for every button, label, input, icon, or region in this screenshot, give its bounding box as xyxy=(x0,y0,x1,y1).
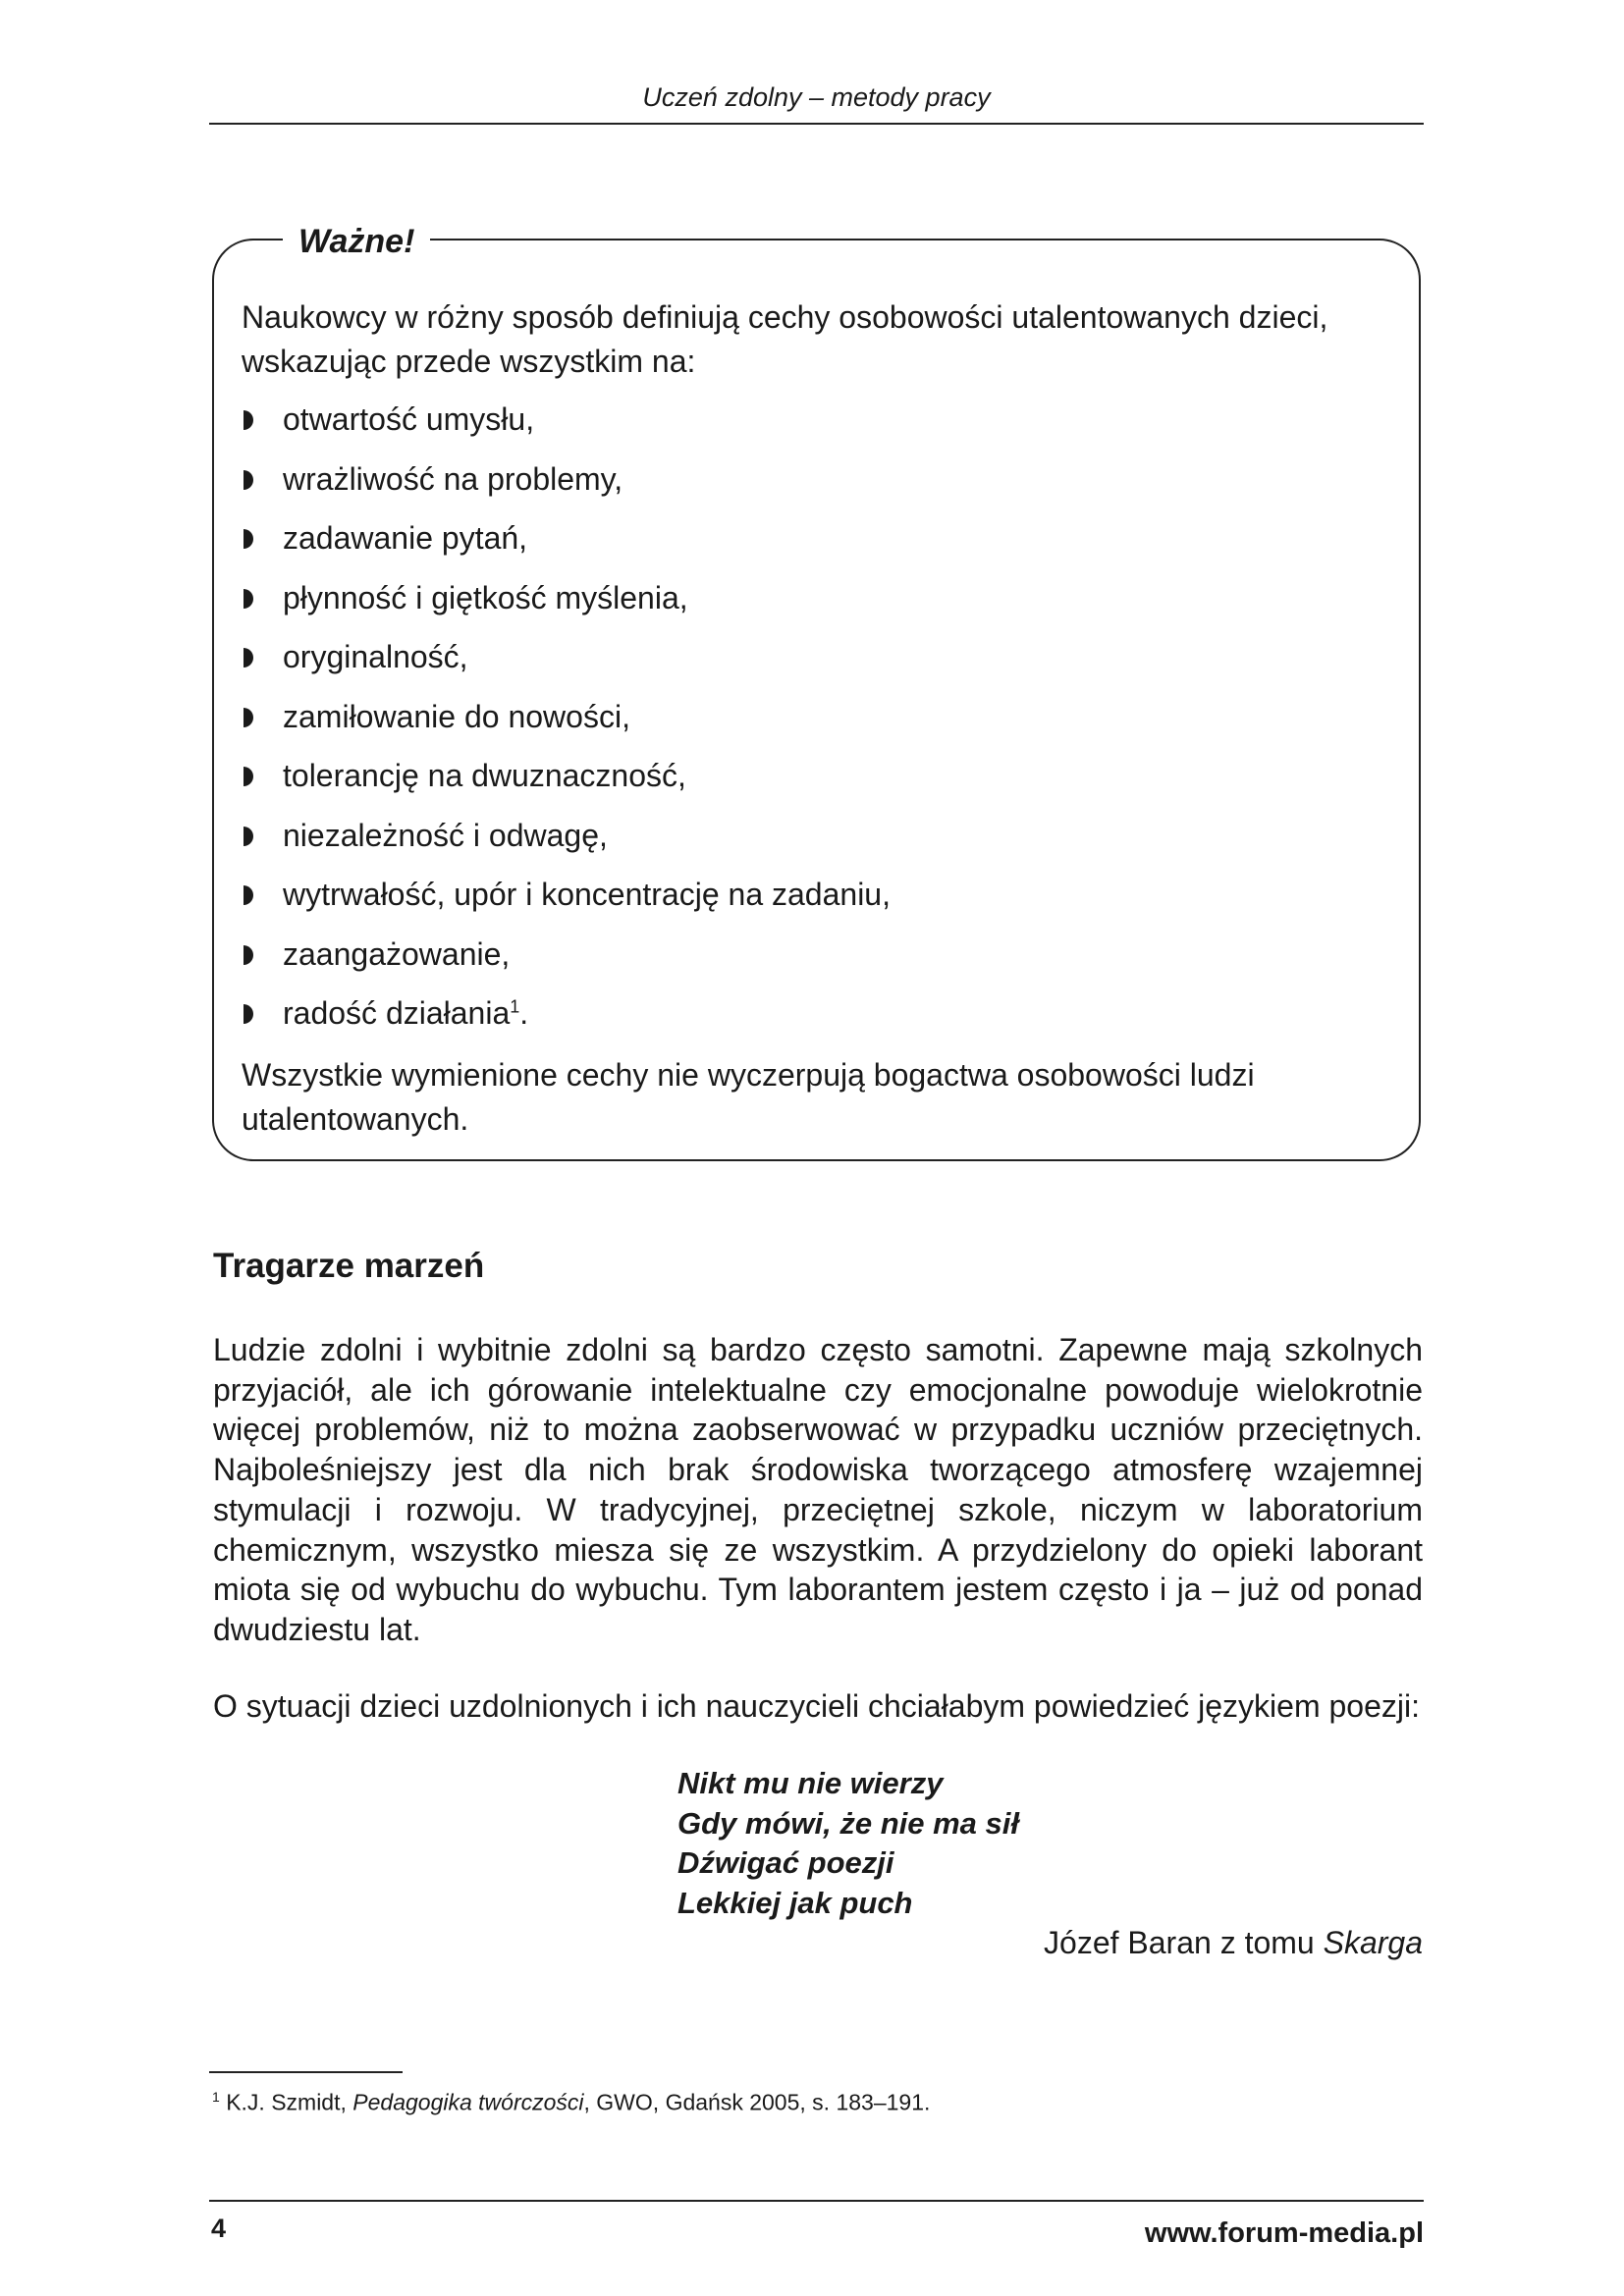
list-item: wrażliwość na problemy, xyxy=(242,457,1398,517)
poem-line: Nikt mu nie wierzy xyxy=(677,1766,944,1800)
bullet-icon xyxy=(244,767,253,786)
poem-line: Gdy mówi, że nie ma sił xyxy=(677,1805,1019,1841)
poem-line: Dźwigać poezji xyxy=(677,1845,894,1880)
bullet-icon xyxy=(244,410,253,430)
list-item: otwartość umysłu, xyxy=(242,398,1398,457)
body-paragraph: Ludzie zdolni i wybitnie zdolni są bardzo często samotni. Zapewne mają szkolnych przyjaciół, ale ich górowanie intelektualne czy emocjonalne powoduje wielokrotnie więcej problemów, niż to można zaobserwować w przypadku uczniów przeciętnych. Najboleśniejszy jest dla nich brak środowiska tworzącego atmosferę wzajemnej stymulacji i rozwoju. W tradycyjnej, przeciętnej szkole, niczym w laboratorium chemicznym, wszystko miesza się ze wszystkim. A przydzielony do opieki laborant miota się od wybuchu do wybuchu. Tym laborantem jestem często i ja – już od ponad dwudziestu lat. xyxy=(213,1332,1423,1647)
page-number: 4 xyxy=(211,2214,227,2243)
footnote-mark: 1 xyxy=(212,2089,220,2105)
list-item: zaangażowanie, xyxy=(242,933,1398,992)
important-box-title: Ważne! xyxy=(283,222,430,261)
bullet-icon xyxy=(244,945,253,965)
bullet-icon xyxy=(244,708,253,727)
list-item: tolerancję na dwuznaczność, xyxy=(242,754,1398,814)
list-item: zadawanie pytań, xyxy=(242,516,1398,576)
poem-line: Lekkiej jak puch xyxy=(677,1885,913,1920)
bullet-icon xyxy=(244,589,253,609)
section-title: Tragarze marzeń xyxy=(213,1247,485,1285)
footnote: $^1$ K.J. Szmidt, Pedagogika twórczości, GWO, Gdańsk 2005, s. 183–191. xyxy=(212,2089,931,2115)
bullet-icon xyxy=(244,885,253,905)
body-paragraph: O sytuacji dzieci uzdolnionych i ich nauczycieli chciałabym powiedzieć językiem poezji: xyxy=(213,1688,1420,1724)
header-rule xyxy=(209,123,1424,125)
bullet-icon xyxy=(244,648,253,667)
bullet-icon xyxy=(244,827,253,846)
footer-rule xyxy=(209,2200,1424,2202)
list-item: radość działania$^1$. xyxy=(242,991,1398,1051)
list-item: oryginalność, xyxy=(242,635,1398,695)
website-link[interactable]: www.forum-media.pl xyxy=(1144,2217,1424,2249)
poem-attribution: Józef Baran z tomu Skarga xyxy=(1044,1925,1423,1960)
list-item: płynność i giętkość myślenia, xyxy=(242,576,1398,636)
bullet-icon xyxy=(244,1004,253,1024)
book-title: Skarga xyxy=(1323,1925,1423,1960)
list-item: zamiłowanie do nowości, xyxy=(242,695,1398,755)
list-item: niezależność i odwagę, xyxy=(242,814,1398,874)
traits-list xyxy=(242,398,1398,1051)
footnote-rule xyxy=(209,2071,403,2073)
bullet-icon xyxy=(244,470,253,490)
important-closing: Wszystkie wymienione cechy nie wyczerpują bogactwa osobowości ludzi utalentowanych. xyxy=(242,1056,1255,1137)
footnote-ref[interactable]: 1 xyxy=(510,996,520,1017)
bullet-icon xyxy=(244,529,253,549)
important-intro: Naukowcy w różny sposób definiują cechy osobowości utalentowanych dzieci, wskazując przede wszystkim na: xyxy=(242,299,1328,379)
important-box-content xyxy=(242,295,1398,1142)
list-item: wytrwałość, upór i koncentrację na zadaniu, xyxy=(242,873,1398,933)
poem xyxy=(677,1764,1019,1923)
running-header: Uczeń zdolny – metody pracy xyxy=(642,82,991,112)
